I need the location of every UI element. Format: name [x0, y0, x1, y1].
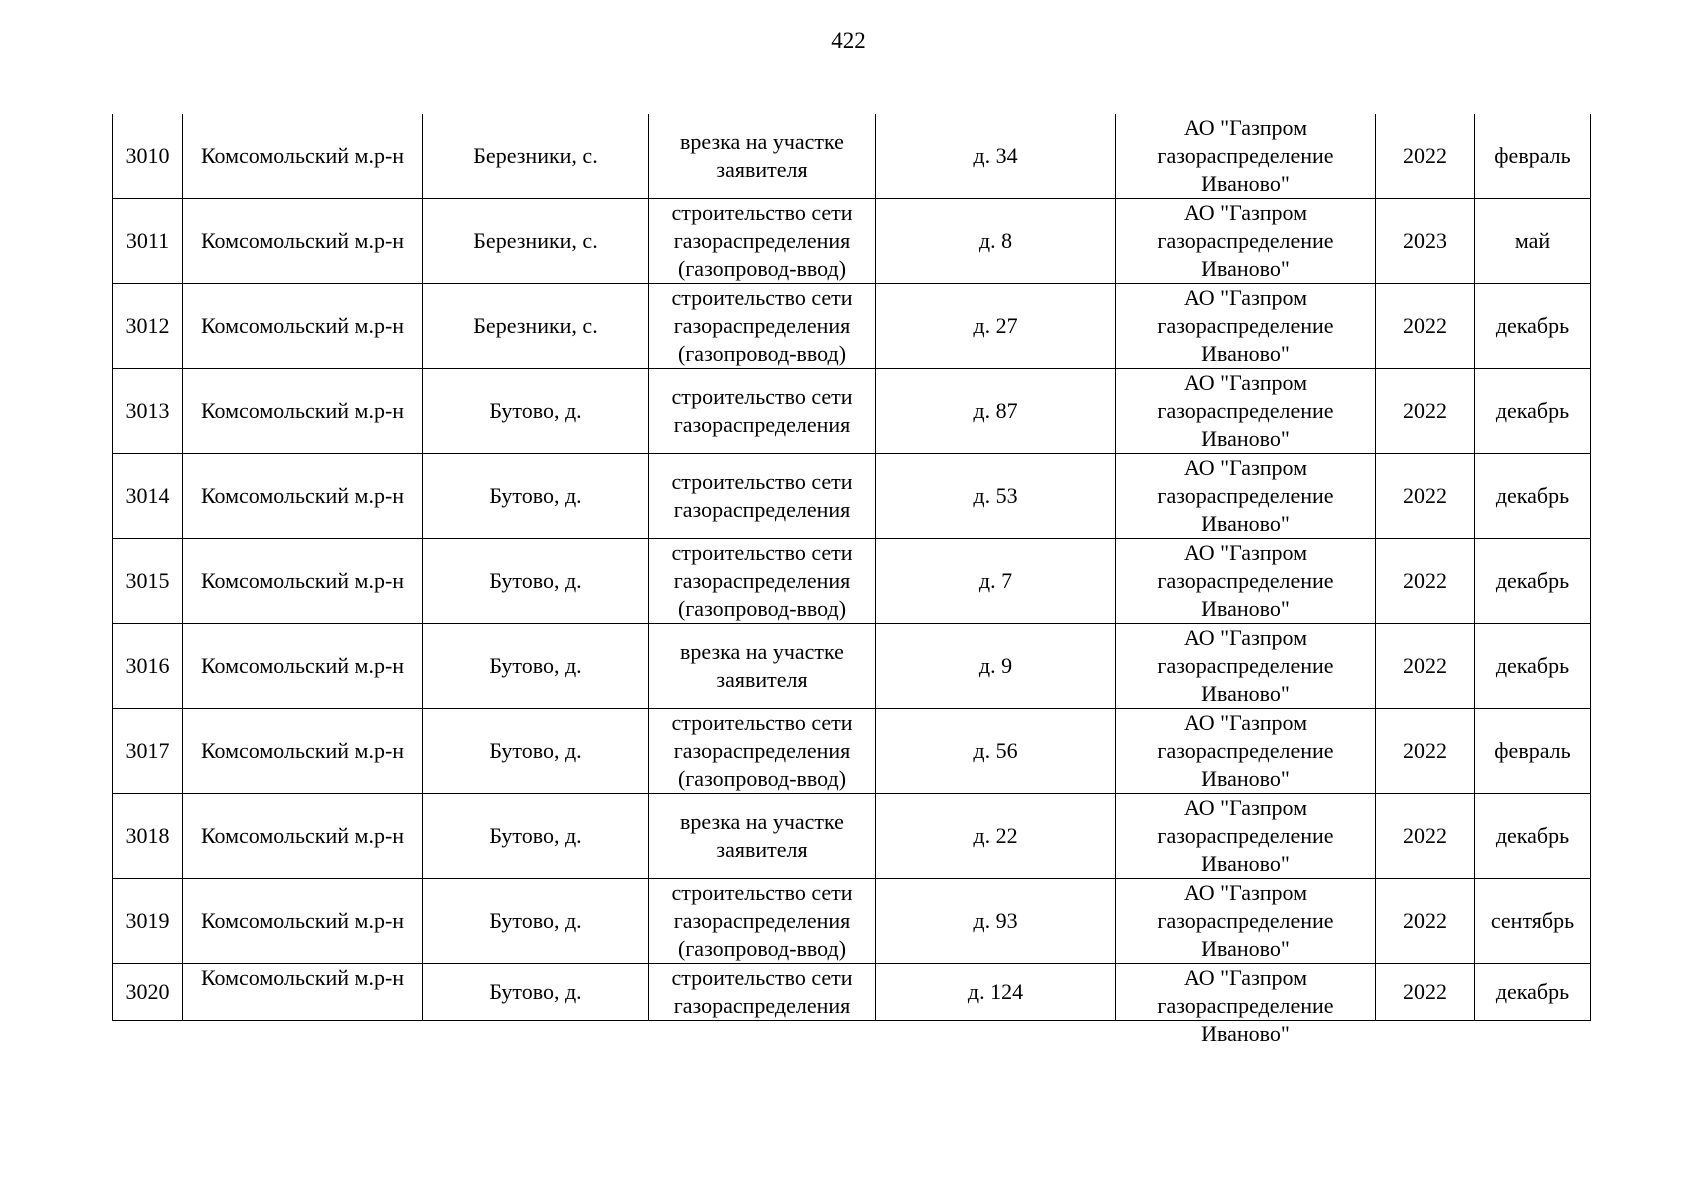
house-address: д. 34	[876, 114, 1116, 199]
settlement: Бутово, д.	[423, 624, 649, 709]
house-address: д. 8	[876, 199, 1116, 284]
settlement: Бутово, д.	[423, 879, 649, 964]
settlement: Бутово, д.	[423, 369, 649, 454]
row-number: 3018	[113, 794, 183, 879]
work-type: врезка на участке заявителя	[649, 624, 876, 709]
district: Комсомольский м.р-н	[183, 539, 423, 624]
house-address: д. 7	[876, 539, 1116, 624]
row-number: 3010	[113, 114, 183, 199]
year: 2022	[1376, 369, 1475, 454]
district: Комсомольский м.р-н	[183, 369, 423, 454]
row-number: 3019	[113, 879, 183, 964]
table-row	[113, 709, 1591, 794]
house-address: д. 53	[876, 454, 1116, 539]
organization	[1116, 964, 1376, 1046]
row-number: 3017	[113, 709, 183, 794]
work-type: врезка на участке заявителя	[649, 794, 876, 879]
row-number: 3014	[113, 454, 183, 539]
organization-text: АО "Газпром газораспределение Иваново"	[1157, 965, 1334, 1046]
organization: АО "Газпром газораспределение Иваново"	[1116, 709, 1376, 794]
settlement: Бутово, д.	[423, 709, 649, 794]
table-row	[113, 199, 1591, 284]
work-type: строительство сети газораспределения	[649, 369, 876, 454]
year: 2022	[1376, 964, 1475, 1021]
house-address: д. 9	[876, 624, 1116, 709]
year: 2022	[1376, 624, 1475, 709]
work-type: строительство сети газораспределения (газопровод-ввод)	[649, 199, 876, 284]
district: Комсомольский м.р-н	[183, 709, 423, 794]
table-row	[113, 369, 1591, 454]
year: 2022	[1376, 879, 1475, 964]
settlement: Бутово, д.	[423, 964, 649, 1021]
settlement: Березники, с.	[423, 114, 649, 199]
work-type: строительство сети газораспределения (газопровод-ввод)	[649, 539, 876, 624]
house-address: д. 22	[876, 794, 1116, 879]
organization: АО "Газпром газораспределение Иваново"	[1116, 284, 1376, 369]
year: 2023	[1376, 199, 1475, 284]
year: 2022	[1376, 794, 1475, 879]
year: 2022	[1376, 709, 1475, 794]
district: Комсомольский м.р-н	[183, 199, 423, 284]
year: 2022	[1376, 539, 1475, 624]
year: 2022	[1376, 454, 1475, 539]
organization: АО "Газпром газораспределение Иваново"	[1116, 624, 1376, 709]
page-number: 422	[831, 28, 866, 53]
month: декабрь	[1475, 284, 1591, 369]
organization: АО "Газпром газораспределение Иваново"	[1116, 794, 1376, 879]
district: Комсомольский м.р-н	[183, 114, 423, 199]
gasification-schedule-table	[112, 114, 1591, 1046]
organization: АО "Газпром газораспределение Иваново"	[1116, 199, 1376, 284]
district	[183, 964, 423, 1021]
organization: АО "Газпром газораспределение Иваново"	[1116, 369, 1376, 454]
month: февраль	[1475, 114, 1591, 199]
organization: АО "Газпром газораспределение Иваново"	[1116, 539, 1376, 624]
organization: АО "Газпром газораспределение Иваново"	[1116, 114, 1376, 199]
table-row	[113, 539, 1591, 624]
row-number: 3011	[113, 199, 183, 284]
settlement: Березники, с.	[423, 199, 649, 284]
row-number: 3016	[113, 624, 183, 709]
work-type: строительство сети газораспределения (газопровод-ввод)	[649, 879, 876, 964]
month: май	[1475, 199, 1591, 284]
house-address: д. 56	[876, 709, 1116, 794]
settlement: Березники, с.	[423, 284, 649, 369]
month: февраль	[1475, 709, 1591, 794]
table-row	[113, 964, 1591, 1021]
table-row	[113, 794, 1591, 879]
district: Комсомольский м.р-н	[183, 794, 423, 879]
settlement: Бутово, д.	[423, 539, 649, 624]
month: декабрь	[1475, 454, 1591, 539]
house-address: д. 87	[876, 369, 1116, 454]
organization: АО "Газпром газораспределение Иваново"	[1116, 454, 1376, 539]
table-row	[113, 624, 1591, 709]
district: Комсомольский м.р-н	[183, 624, 423, 709]
work-type	[649, 964, 876, 1021]
row-number: 3013	[113, 369, 183, 454]
table-row	[113, 284, 1591, 369]
row-number: 3012	[113, 284, 183, 369]
house-address: д. 27	[876, 284, 1116, 369]
month: сентябрь	[1475, 879, 1591, 964]
year: 2022	[1376, 284, 1475, 369]
work-type-text: строительство сети газораспределения	[671, 965, 853, 1018]
work-type: врезка на участке заявителя	[649, 114, 876, 199]
month: декабрь	[1475, 369, 1591, 454]
month: декабрь	[1475, 539, 1591, 624]
row-number: 3020	[113, 964, 183, 1021]
month: декабрь	[1475, 794, 1591, 879]
settlement: Бутово, д.	[423, 454, 649, 539]
work-type: строительство сети газораспределения (газопровод-ввод)	[649, 709, 876, 794]
district: Комсомольский м.р-н	[183, 879, 423, 964]
table-body	[113, 114, 1591, 1046]
district: Комсомольский м.р-н	[183, 454, 423, 539]
month: декабрь	[1475, 624, 1591, 709]
year: 2022	[1376, 114, 1475, 199]
table-row	[113, 454, 1591, 539]
settlement: Бутово, д.	[423, 794, 649, 879]
row-number: 3015	[113, 539, 183, 624]
organization: АО "Газпром газораспределение Иваново"	[1116, 879, 1376, 964]
work-type: строительство сети газораспределения (газопровод-ввод)	[649, 284, 876, 369]
month: декабрь	[1475, 964, 1591, 1021]
house-address: д. 124	[876, 964, 1116, 1021]
table-row	[113, 114, 1591, 199]
table-row	[113, 879, 1591, 964]
district-text: Комсомольский м.р-н	[200, 965, 405, 990]
district: Комсомольский м.р-н	[183, 284, 423, 369]
house-address: д. 93	[876, 879, 1116, 964]
work-type: строительство сети газораспределения	[649, 454, 876, 539]
